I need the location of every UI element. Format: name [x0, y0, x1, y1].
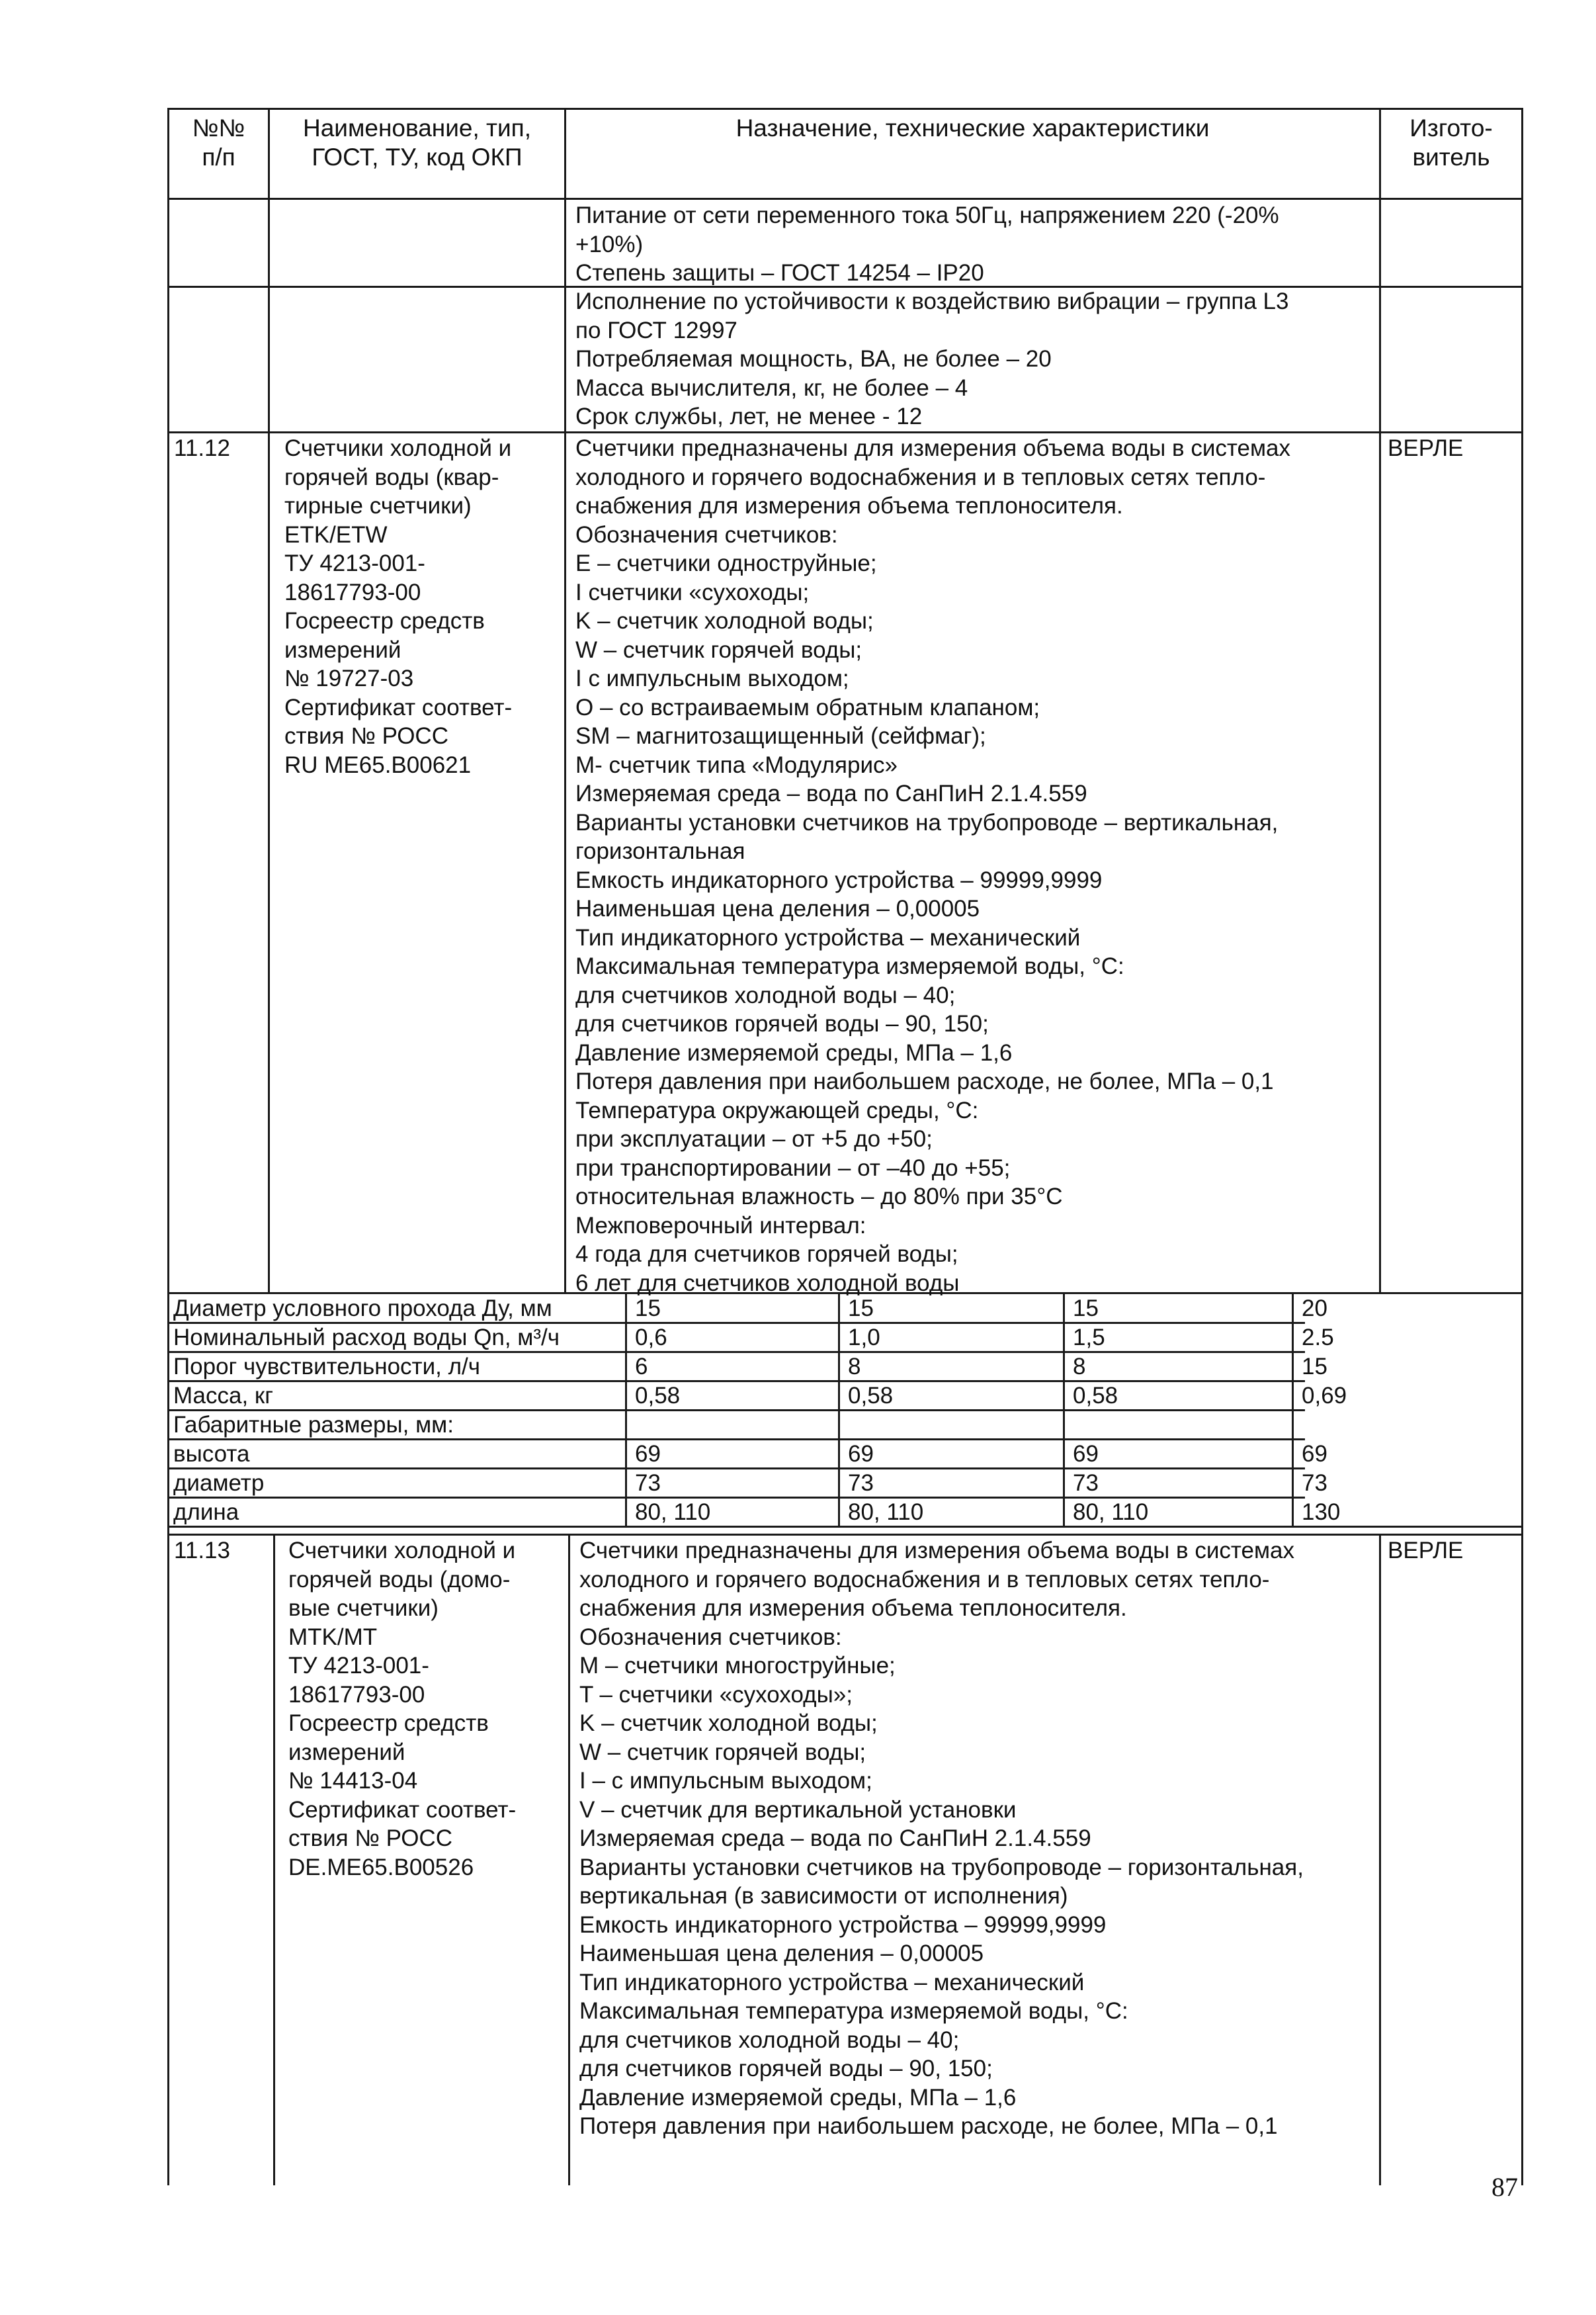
spec-row-label: длина — [173, 1499, 239, 1525]
spec-row-label: Диаметр условного прохода Ду, мм — [173, 1295, 552, 1321]
text-line: Потеря давления при наибольшем расходе, не более, МПа – 0,1 — [579, 2113, 1278, 2139]
table-border — [1063, 1292, 1065, 1526]
table-border — [268, 108, 270, 1292]
table-border — [1292, 1292, 1294, 1526]
row-maker-11-13: ВЕРЛЕ — [1388, 1538, 1464, 1563]
text-line: Степень защиты – ГОСТ 14254 – IP20 — [575, 260, 984, 286]
text-line: ствия № РОСС — [284, 723, 448, 749]
text-line: W – счетчик горячей воды; — [575, 636, 862, 663]
header-purpose — [566, 114, 1379, 143]
table-border — [838, 1292, 840, 1526]
table-border — [167, 108, 169, 2185]
header-text: витель — [1412, 144, 1490, 171]
text-line: Счетчики холодной и — [288, 1538, 516, 1563]
row-number-11-12: 11.12 — [174, 435, 230, 461]
spec-cell: 69 — [848, 1441, 874, 1467]
spec-cell: 69 — [635, 1441, 661, 1467]
text-line: вертикальная (в зависимости от исполнения) — [579, 1883, 1068, 1909]
text-line: ТУ 4213-001- — [284, 550, 425, 576]
text-line: Счетчики предназначены для измерения объема воды в системах — [579, 1538, 1295, 1563]
table-border — [167, 1467, 1305, 1469]
header-text: ГОСТ, ТУ, код ОКП — [312, 144, 523, 171]
text-line: Наименьшая цена деления – 0,00005 — [579, 1941, 984, 1966]
text-line: 4 года для счетчиков горячей воды; — [575, 1241, 958, 1267]
text-line: Масса вычислителя, кг, не более – 4 — [575, 374, 968, 401]
spec-row-label: Габаритные размеры, мм: — [173, 1412, 454, 1438]
spec-cell: 0,58 — [635, 1383, 681, 1409]
table-border — [167, 431, 1523, 433]
text-line: Срок службы, лет, не менее - 12 — [575, 404, 923, 429]
spec-cell: 73 — [848, 1470, 874, 1496]
text-line: Максимальная температура измеряемой воды, °С: — [579, 1998, 1128, 2024]
spec-row-label: Порог чувствительности, л/ч — [173, 1354, 480, 1379]
table-border — [273, 1534, 275, 2185]
text-line: при транспортировании – от –40 до +55; — [575, 1155, 1011, 1181]
text-line: Сертификат соответ- — [288, 1796, 517, 1823]
continuation-text-a — [575, 201, 1279, 288]
text-line: O – со встраиваемым обратным клапаном; — [575, 694, 1040, 721]
spec-cell: 80, 110 — [848, 1499, 924, 1525]
text-line: Давление измеряемой среды, МПа – 1,6 — [575, 1039, 1013, 1066]
spec-cell: 0,69 — [1302, 1383, 1347, 1409]
text-line: для счетчиков холодной воды – 40; — [575, 982, 956, 1008]
text-line: Температура окружающей среды, °С: — [575, 1097, 979, 1123]
text-line: +10%) — [575, 231, 644, 257]
text-line: тирные счетчики) — [284, 493, 472, 519]
row-description-11-13 — [579, 1536, 1304, 2141]
text-line: горизонтальная — [575, 838, 745, 864]
text-line: Варианты установки счетчиков на трубопроводе – горизонтальная, — [579, 1854, 1304, 1880]
table-border — [625, 1292, 627, 1526]
text-line: измерений — [288, 1739, 405, 1765]
table-border — [1379, 1534, 1381, 2185]
header-text: Назначение, технические характеристики — [735, 114, 1210, 142]
header-text: Изгото- — [1409, 114, 1493, 142]
text-line: 18617793-00 — [288, 1681, 425, 1708]
spec-cell: 69 — [1302, 1441, 1327, 1467]
text-line: SM – магнитозащищенный (сейфмаг); — [575, 723, 986, 749]
row-name-11-12 — [284, 434, 512, 779]
text-line: I – с импульсным выходом; — [579, 1768, 872, 1794]
text-line: Потребляемая мощность, ВА, не более – 20 — [575, 346, 1052, 372]
text-line: Максимальная температура измеряемой воды, °С: — [575, 953, 1124, 979]
spec-cell: 1,5 — [1073, 1325, 1105, 1350]
text-line: для счетчиков горячей воды – 90, 150; — [579, 2056, 993, 2081]
text-line: снабжения для измерения объема теплоносителя. — [575, 493, 1123, 519]
spec-cell: 20 — [1302, 1295, 1327, 1321]
table-border — [1379, 108, 1381, 1292]
spec-cell: 73 — [1073, 1470, 1099, 1496]
text-line: вые счетчики) — [288, 1595, 439, 1621]
text-line: MTK/MT — [288, 1624, 378, 1650]
text-line: холодного и горячего водоснабжения и в тепловых сетях тепло- — [579, 1566, 1270, 1593]
spec-cell: 8 — [848, 1354, 861, 1379]
spec-cell: 130 — [1302, 1499, 1341, 1525]
table-border — [564, 108, 566, 1292]
text-line: относительная влажность – до 80% при 35°С — [575, 1184, 1063, 1209]
text-line: Межповерочный интервал: — [575, 1212, 866, 1239]
text-line: Госреестр средств — [284, 608, 485, 634]
header-num — [169, 114, 268, 172]
text-line: № 14413-04 — [288, 1768, 418, 1794]
text-line: горячей воды (квар- — [284, 464, 499, 490]
text-line: по ГОСТ 12997 — [575, 317, 737, 343]
spec-cell: 6 — [635, 1354, 648, 1379]
text-line: горячей воды (домо- — [288, 1566, 511, 1593]
text-line: Счетчики холодной и — [284, 435, 512, 461]
table-border — [167, 108, 1523, 110]
text-line: ETK/ETW — [284, 521, 388, 548]
text-line: W – счетчик горячей воды; — [579, 1739, 866, 1765]
table-border — [1521, 108, 1523, 1292]
spec-cell: 80, 110 — [1073, 1499, 1149, 1525]
text-line: Обозначения счетчиков: — [579, 1624, 842, 1650]
text-line: Измеряемая среда – вода по СанПиН 2.1.4.559 — [575, 781, 1087, 807]
text-line: Емкость индикаторного устройства – 99999,9999 — [579, 1911, 1107, 1938]
spec-row-label: высота — [173, 1441, 250, 1467]
row-name-11-13 — [288, 1536, 516, 1882]
continuation-text-b — [575, 287, 1288, 431]
spec-cell: 2.5 — [1302, 1325, 1334, 1350]
text-line: измерений — [284, 636, 401, 663]
text-line: RU ME65.B00621 — [284, 752, 472, 778]
header-text: Наименование, тип, — [303, 114, 531, 142]
spec-cell: 15 — [1073, 1295, 1099, 1321]
text-line: снабжения для измерения объема теплоносителя. — [579, 1595, 1127, 1621]
spec-row-label: Масса, кг — [173, 1383, 274, 1409]
text-line: Счетчики предназначены для измерения объема воды в системах — [575, 435, 1291, 461]
table-border — [167, 1534, 1523, 1536]
spec-cell: 73 — [1302, 1470, 1327, 1496]
header-name — [270, 114, 564, 172]
spec-cell: 15 — [635, 1295, 661, 1321]
text-line: M – счетчики многоструйные; — [579, 1653, 896, 1679]
text-line: I с импульсным выходом; — [575, 666, 849, 691]
text-line: Измеряемая среда – вода по СанПиН 2.1.4.559 — [579, 1825, 1091, 1851]
spec-cell: 15 — [1302, 1354, 1327, 1379]
spec-cell: 0,6 — [635, 1325, 667, 1350]
spec-cell: 73 — [635, 1470, 661, 1496]
table-border — [568, 1534, 570, 2185]
header-text: №№ — [192, 114, 245, 142]
text-line: T – счетчики «сухоходы»; — [579, 1681, 853, 1708]
spec-cell: 0,58 — [848, 1383, 894, 1409]
spec-cell: 69 — [1073, 1441, 1099, 1467]
spec-cell: 0,58 — [1073, 1383, 1118, 1409]
text-line: Давление измеряемой среды, МПа – 1,6 — [579, 2084, 1017, 2111]
text-line: при эксплуатации – от +5 до +50; — [575, 1126, 933, 1152]
row-maker-11-12: ВЕРЛЕ — [1388, 435, 1464, 461]
text-line: Тип индикаторного устройства – механический — [579, 1969, 1085, 1995]
text-line: E – счетчики одноструйные; — [575, 550, 877, 576]
row-number-11-13: 11.13 — [174, 1538, 230, 1563]
spec-cell: 80, 110 — [635, 1499, 711, 1525]
table-border — [1521, 1292, 1523, 1534]
text-line: 6 лет для счетчиков холодной воды — [575, 1270, 960, 1296]
text-line: для счетчиков горячей воды – 90, 150; — [575, 1011, 989, 1037]
text-line: холодного и горячего водоснабжения и в тепловых сетях тепло- — [575, 464, 1266, 490]
text-line: Емкость индикаторного устройства – 99999,9999 — [575, 867, 1103, 893]
text-line: Наименьшая цена деления – 0,00005 — [575, 896, 980, 922]
spec-cell: 1,0 — [848, 1325, 880, 1350]
table-border — [167, 198, 1523, 200]
text-line: Питание от сети переменного тока 50Гц, напряжением 220 (-20% — [575, 202, 1279, 228]
page-number: 87 — [1491, 2172, 1518, 2202]
text-line: Госреестр средств — [288, 1710, 489, 1736]
text-line: I счетчики «сухоходы; — [575, 579, 810, 605]
text-line: V – счетчик для вертикальной установки — [579, 1796, 1017, 1823]
text-line: DE.ME65.B00526 — [288, 1854, 474, 1880]
text-line: Тип индикаторного устройства – механический — [575, 924, 1081, 951]
text-line: ТУ 4213-001- — [288, 1653, 429, 1679]
text-line: 18617793-00 — [284, 579, 421, 605]
spec-cell: 8 — [1073, 1354, 1086, 1379]
header-maker — [1381, 114, 1521, 172]
spec-row-label: Номинальный расход воды Qn, м³/ч — [173, 1325, 560, 1350]
text-line: K – счетчик холодной воды; — [579, 1710, 878, 1736]
text-line: № 19727-03 — [284, 666, 414, 691]
text-line: Исполнение по устойчивости к воздействию вибрации – группа L3 — [575, 288, 1289, 314]
text-line: M- счетчик типа «Модулярис» — [575, 752, 898, 778]
text-line: ствия № РОСС — [288, 1825, 452, 1851]
table-border — [1521, 1534, 1523, 2185]
row-description-11-12 — [575, 434, 1290, 1297]
spec-row-label: диаметр — [173, 1470, 265, 1496]
text-line: Потеря давления при наибольшем расходе, не более, МПа – 0,1 — [575, 1069, 1274, 1094]
text-line: Варианты установки счетчиков на трубопроводе – вертикальная, — [575, 809, 1279, 836]
spec-cell: 15 — [848, 1295, 874, 1321]
text-line: Сертификат соответ- — [284, 694, 513, 721]
text-line: Обозначения счетчиков: — [575, 521, 838, 548]
text-line: для счетчиков холодной воды – 40; — [579, 2027, 960, 2053]
header-text: п/п — [202, 144, 235, 171]
text-line: K – счетчик холодной воды; — [575, 608, 874, 634]
